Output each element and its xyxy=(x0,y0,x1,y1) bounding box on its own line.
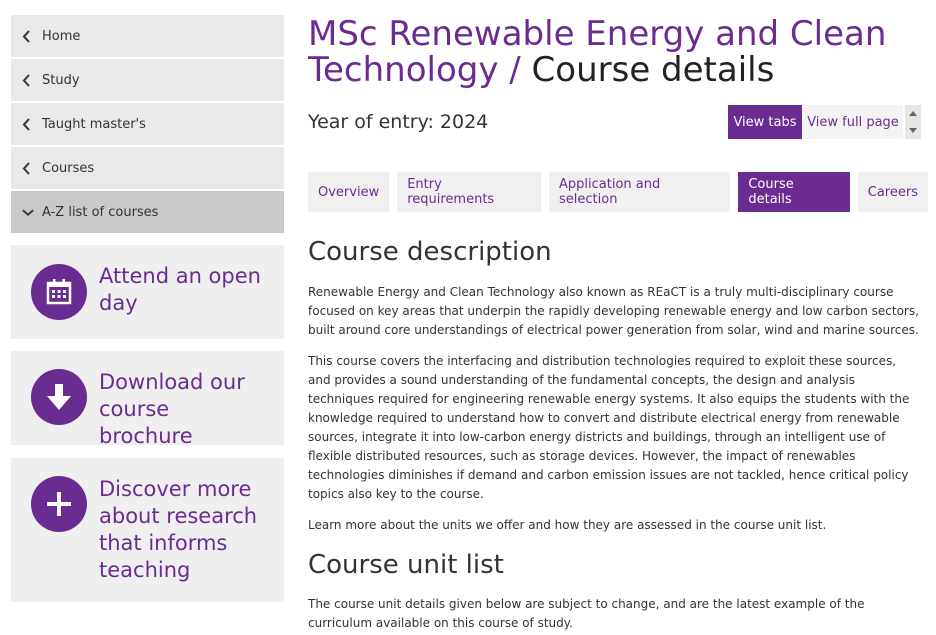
page-title xyxy=(308,16,908,88)
course-unit-list-heading: Course unit list xyxy=(308,550,504,580)
tab-overview[interactable]: Overview xyxy=(308,172,389,212)
download-icon xyxy=(31,369,87,425)
course-description-heading: Course description xyxy=(308,237,552,267)
tab-entry-requirements[interactable]: Entry requirements xyxy=(397,172,541,212)
tab-course-details[interactable]: Course details xyxy=(738,172,849,212)
sidebar-item-label: Study xyxy=(42,72,80,88)
sidebar-item-taught-masters[interactable] xyxy=(11,103,284,147)
description-paragraph-1: Renewable Energy and Clean Technology also known as REaCT is a truly multi-disciplinary course focused on key areas that underpin the rapidly developing renewable energy and low carbon sectors, built around core understandings of electrical power generation from solar, wind and marine sources. xyxy=(308,285,919,337)
chevron-left-icon xyxy=(22,118,34,131)
sidebar-item-label: Courses xyxy=(42,160,95,176)
chevron-down-icon xyxy=(22,208,34,217)
year-of-entry: Year of entry: 2024 xyxy=(308,111,489,133)
sidebar-item-study[interactable] xyxy=(11,59,284,103)
tab-careers[interactable]: Careers xyxy=(858,172,928,212)
view-full-page-button[interactable]: View full page xyxy=(803,105,903,139)
sidebar-item-home[interactable] xyxy=(11,15,284,59)
view-tabs-button[interactable]: View tabs xyxy=(728,105,802,139)
sidebar-item-courses[interactable] xyxy=(11,147,284,191)
scroll-down-icon[interactable] xyxy=(909,128,917,133)
open-day-card[interactable] xyxy=(11,245,284,339)
page-title-main: MSc Renewable Energy and Clean Technology / xyxy=(308,14,887,90)
research-card[interactable] xyxy=(11,458,284,602)
brochure-card[interactable] xyxy=(11,351,284,448)
scroll-up-icon[interactable] xyxy=(909,111,917,116)
course-tabs xyxy=(308,172,936,212)
description-paragraph-3: Learn more about the units we offer and how they are assessed in the course unit list. xyxy=(308,518,827,532)
tab-application-selection[interactable]: Application and selection xyxy=(549,172,730,212)
page-title-sub: Course details xyxy=(531,50,775,90)
chevron-left-icon xyxy=(22,162,34,175)
sidebar-item-az-courses[interactable] xyxy=(11,191,284,235)
sidebar-item-label: A-Z list of courses xyxy=(42,204,159,220)
unit-list-paragraph: The course unit details given below are subject to change, and are the latest example of the curriculum available on this course of study. xyxy=(308,597,865,630)
brochure-link[interactable]: Download our course brochure xyxy=(99,370,245,448)
research-link[interactable]: Discover more about research that informs teaching xyxy=(99,477,258,582)
open-day-link[interactable]: Attend an open day xyxy=(99,264,261,315)
sidebar-item-label: Taught master's xyxy=(42,116,146,132)
calendar-icon xyxy=(31,264,87,320)
description-paragraph-2: This course covers the interfacing and distribution technologies required to exploit these sources, and provides a sound understanding of the fundamental concepts, the design and analysis techniques required for engineering renewable energy systems. It also equips the students with the knowledge required to understand how to convert and distribute electrical energy from renewable sources, integrate it into low-carbon energy districts and buildings, through an intelligent use of flexible distributed resources, such as storage devices. However, the impact of renewables technologies diminishes if demand and carbon emission issues are not tackled, hence critical policy topics also key to the course. xyxy=(308,354,910,501)
chevron-left-icon xyxy=(22,30,34,43)
scrollbar[interactable] xyxy=(905,105,921,139)
sidebar-nav xyxy=(11,15,284,235)
plus-icon xyxy=(31,476,87,532)
sidebar-item-label: Home xyxy=(42,28,81,44)
chevron-left-icon xyxy=(22,74,34,87)
